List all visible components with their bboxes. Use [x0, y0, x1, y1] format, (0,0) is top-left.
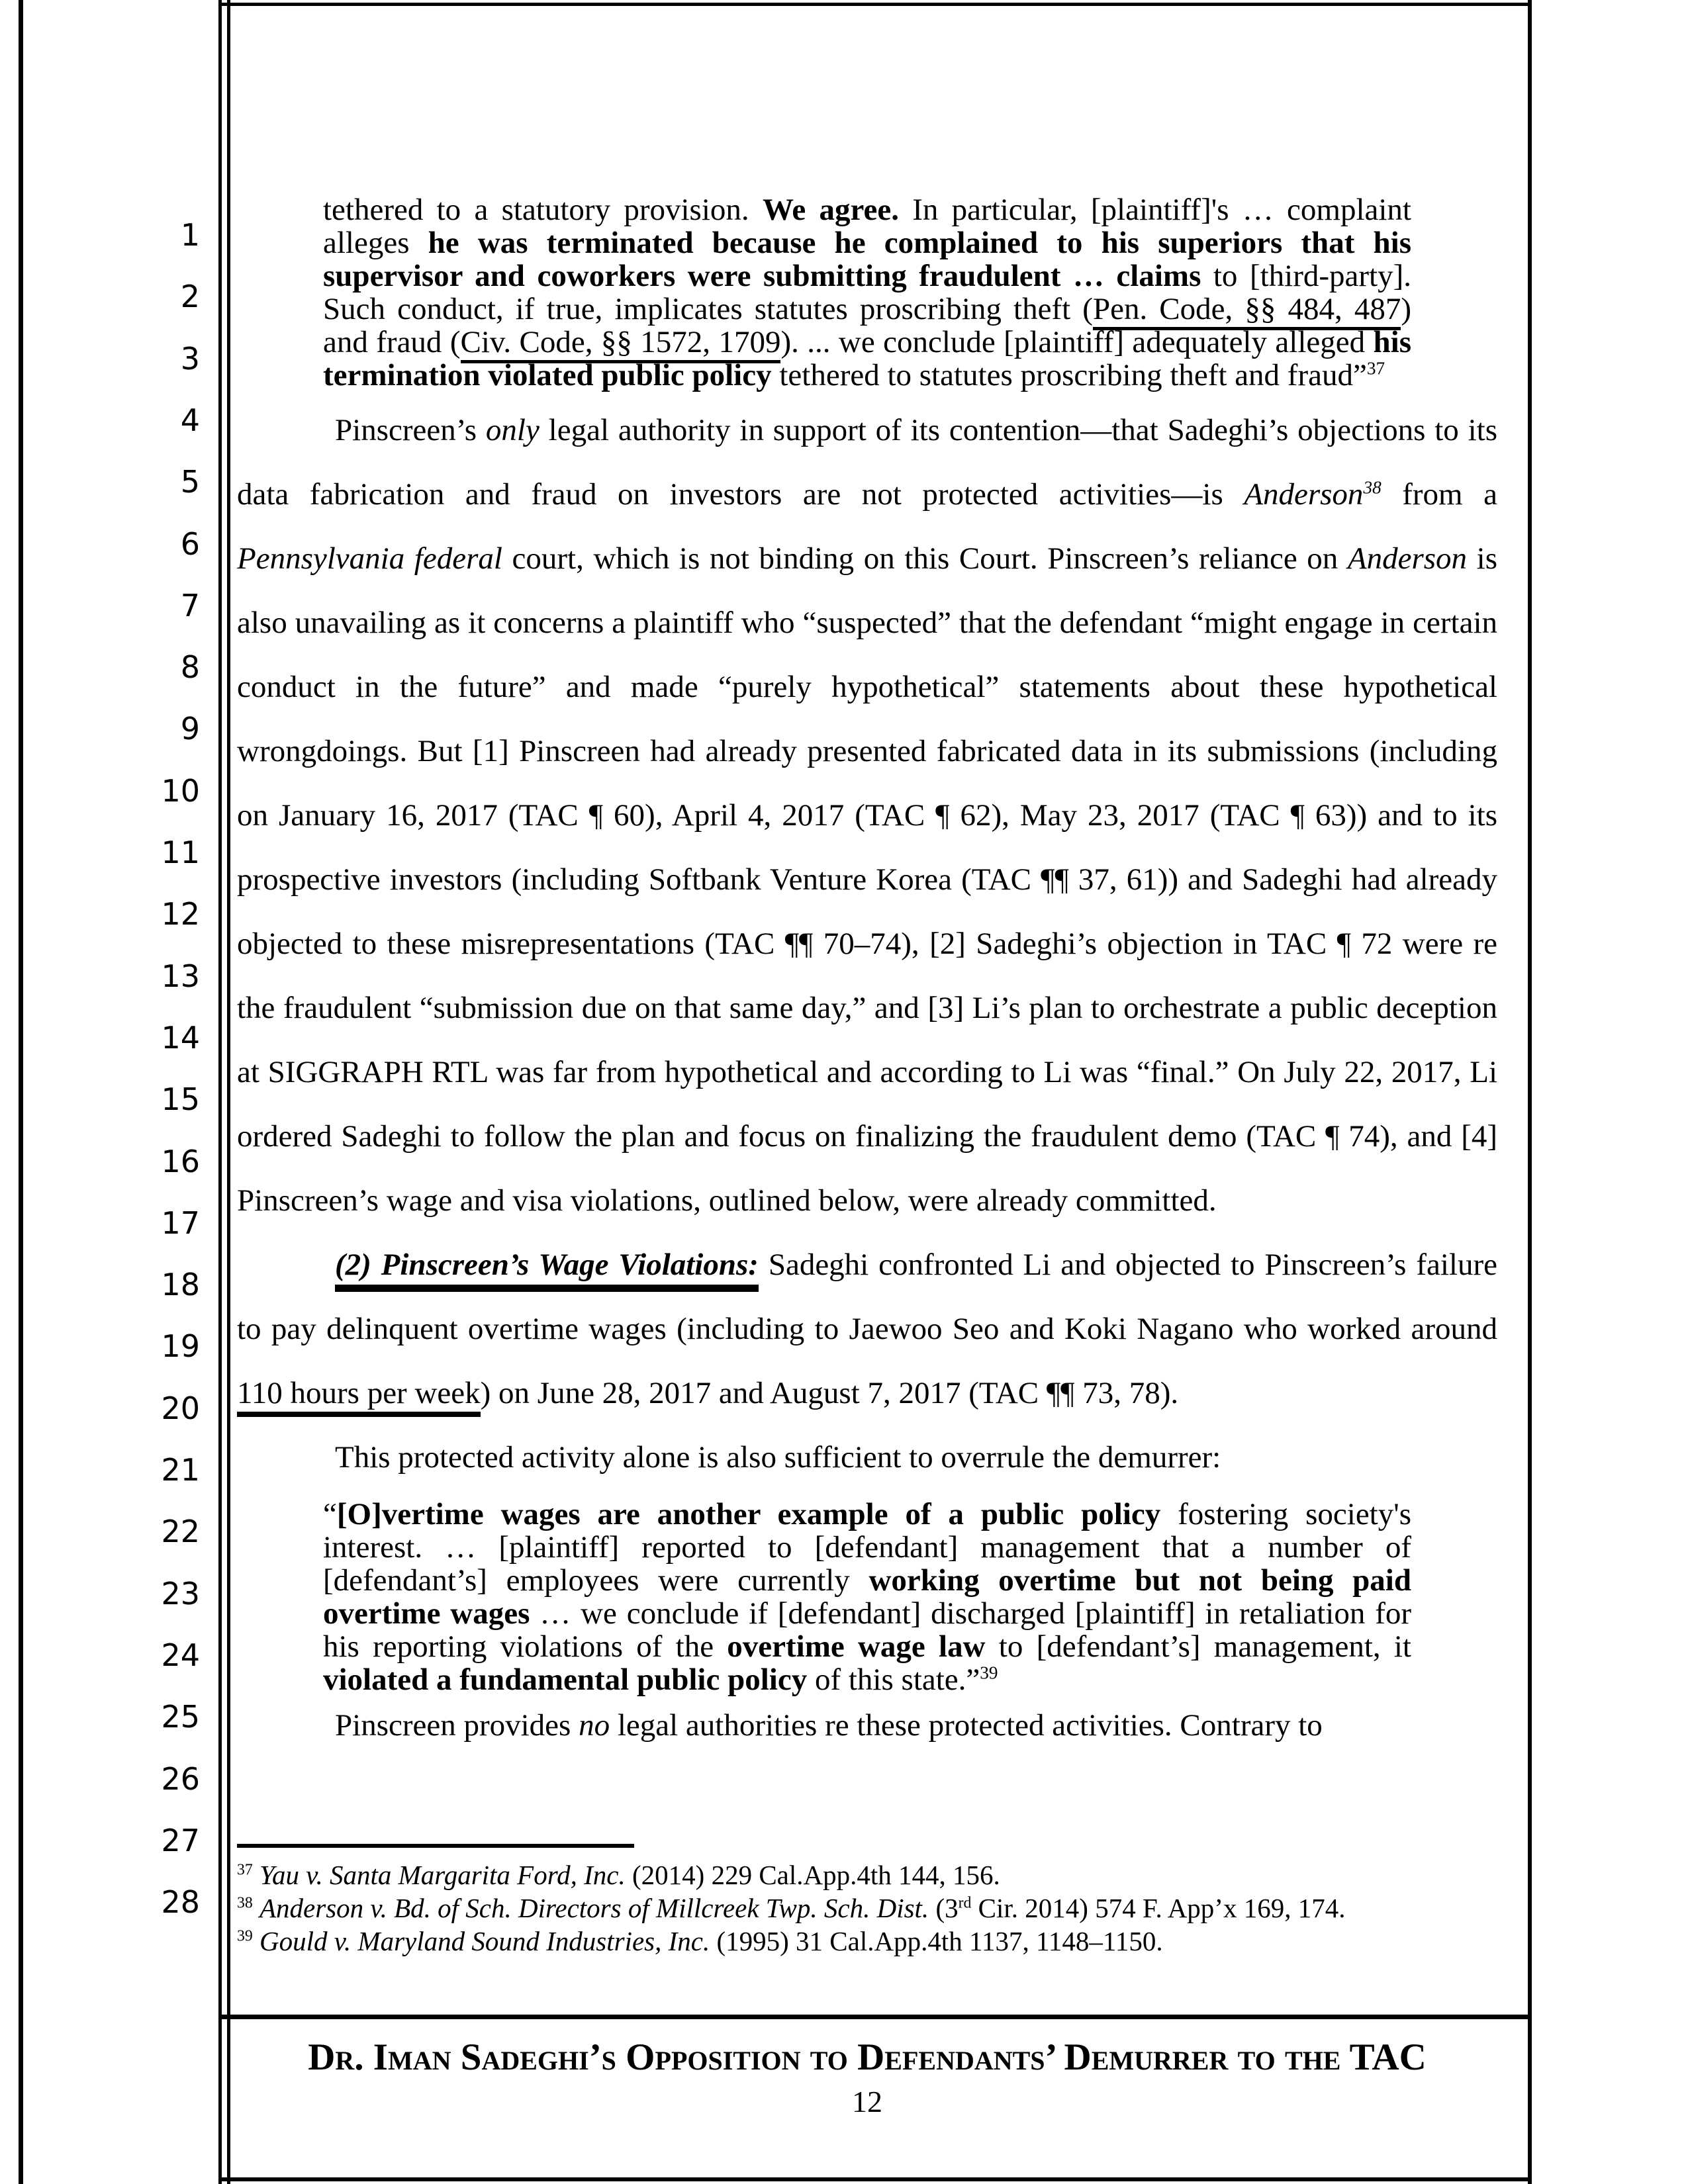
line-number: 14 [161, 1019, 200, 1056]
text-run: ). ... we conclude [plaintiff] adequately alleged [780, 325, 1374, 359]
paragraph-no-authorities [237, 1706, 1497, 1745]
text-run: 110 hours per week [237, 1376, 481, 1417]
text-run: from a [1381, 477, 1497, 512]
line-number: 3 [180, 340, 200, 377]
footnote-marker: 37 [237, 1861, 253, 1879]
text-run: legal authorities re these protected activities. Contrary to [610, 1708, 1323, 1743]
line-number: 10 [161, 772, 200, 809]
footnote-38 [237, 1891, 1497, 1925]
line-number: 6 [180, 525, 200, 562]
line-number: 5 [180, 464, 200, 500]
line-number: 1 [180, 217, 200, 253]
line-number: 15 [161, 1081, 200, 1118]
text-run: court, which is not binding on this Court. Pinscreen’s reliance on [502, 541, 1348, 576]
text-run: of this state.” [807, 1662, 980, 1697]
line-number: 21 [161, 1452, 200, 1488]
line-number: 27 [161, 1822, 200, 1858]
text-run: to [third-party]. Such conduct, if true, implicates statutes proscribing theft ( [323, 259, 1411, 326]
text-run: Pen. Code, §§ 484, 487 [1093, 292, 1401, 330]
bottom-border-line [218, 2177, 1532, 2181]
text-run: working overtime but not being paid overtime wages [323, 1563, 1411, 1631]
text-run: 39 [980, 1662, 998, 1683]
text-run: he was terminated because he complained to his superiors that his supervisor and coworkers were submitting fraudulent … claims [323, 226, 1411, 293]
footnote-citation: (2014) 229 Cal.App.4th 144, 156. [625, 1860, 1000, 1890]
text-run: [O]vertime wages are another example of a public policy [336, 1497, 1161, 1531]
footer-separator-line [218, 2015, 1532, 2019]
footnote-citation: (3 [929, 1893, 959, 1923]
line-number: 13 [161, 958, 200, 994]
line-number: 9 [180, 711, 200, 747]
line-number: 16 [161, 1143, 200, 1179]
line-number: 2 [180, 279, 200, 315]
right-margin-line [1528, 0, 1532, 2184]
footnote-citation: (1995) 31 Cal.App.4th 1137, 1148–1150. [710, 1926, 1163, 1956]
line-number: 4 [180, 402, 200, 438]
footnote-spacer [253, 1893, 259, 1923]
block-quote-overtime-wages [323, 1498, 1411, 1696]
text-run: … we conclude if [defendant] discharged [plaintiff] in retaliation for his reporting violations of the [323, 1596, 1412, 1664]
footnote-case-name: Gould v. Maryland Sound Industries, Inc. [259, 1926, 710, 1956]
paragraph-protected-activity [237, 1426, 1497, 1490]
footnote-marker: 39 [237, 1927, 253, 1945]
line-number: 18 [161, 1267, 200, 1303]
text-run: violated a fundamental public policy [323, 1662, 808, 1697]
text-run: Sadeghi confronted Li and objected to Pinscreen’s failure to pay delinquent overtime wages (including to Jaewoo Seo and Koki Nagano who worked around [237, 1248, 1497, 1346]
line-number: 11 [161, 835, 200, 870]
line-number: 19 [161, 1328, 200, 1365]
text-run: 38 [1363, 477, 1382, 498]
line-number: 25 [161, 1699, 200, 1735]
footnotes-section [237, 1844, 1497, 1958]
text-run: legal authority in support of its contention—that Sadeghi’s objections to its data fabrication and fraud on investors are not protected activities—is [237, 413, 1498, 512]
footnote-separator-line [237, 1844, 634, 1848]
footnote-marker: 38 [237, 1894, 253, 1912]
paragraph-anderson-argument [237, 398, 1497, 1233]
paragraph-wage-violations-heading [237, 1233, 1497, 1426]
text-run: “ [323, 1497, 337, 1531]
text-run: no [579, 1708, 610, 1743]
pleading-double-line-outer [218, 0, 222, 2184]
block-quote-termination-public-policy [323, 193, 1411, 392]
footer-title: Dr. Iman Sadeghi’s Opposition to Defendants’ Demurrer to the TAC [308, 2036, 1427, 2078]
document-body [237, 193, 1497, 1745]
line-number: 22 [161, 1514, 200, 1550]
line-number: 8 [180, 649, 200, 686]
page-number: 12 [852, 2085, 882, 2118]
text-run: his termination violated public policy [323, 325, 1411, 392]
footnote-ordinal: rd [958, 1894, 972, 1912]
line-number: 12 [161, 896, 200, 933]
footnote-spacer [253, 1926, 259, 1956]
text-run: fostering society's interest. … [plaintiff] reported to [defendant] management that a number of [defendant’s] employees were currently [323, 1497, 1411, 1598]
footnote-39 [237, 1925, 1497, 1958]
text-run: 37 [1366, 358, 1385, 379]
line-number: 24 [161, 1637, 200, 1673]
text-run: Pennsylvania federal [237, 541, 502, 576]
text-run: tethered to statutes proscribing theft and fraud” [771, 358, 1367, 392]
text-run: tethered to a statutory provision. [323, 193, 763, 227]
text-run: is also unavailing as it concerns a plaintiff who “suspected” that the defendant “might engage in certain conduct in the future” and made “purely hypothetical” statements about these hypothetical wrongdoings. But [1] Pinscreen had already presented fabricated data in its submissions (including on January 16, 2017 (TAC ¶ 60), April 4, 2017 (TAC ¶ 62), May 23, 2017 (TAC ¶ 63)) and to its prospective investors (including Softbank Venture Korea (TAC ¶¶ 37, 61)) and Sadeghi had already objected to these misrepresentations (TAC ¶¶ 70–74), [2] Sadeghi’s objection in TAC ¶ 72 were re the fraudulent “submission due on that same day,” and [3] Li’s plan to orchestrate a public deception at SIGGRAPH RTL was far from hypothetical and according to Li was “final.” On July 22, 2017, Li ordered Sadeghi to follow the plan and focus on finalizing the fraudulent demo (TAC ¶ 74), and [4] Pinscreen’s wage and visa violations, outlined below, were already committed. [237, 541, 1497, 1218]
pleading-double-line-inner [227, 0, 230, 2184]
text-run: Civ. Code, §§ 1572, 1709 [461, 325, 781, 363]
footnote-case-name: Anderson v. Bd. of Sch. Directors of Millcreek Twp. Sch. Dist. [259, 1893, 929, 1923]
footnote-37 [237, 1858, 1497, 1891]
footnote-citation-tail: Cir. 2014) 574 F. App’x 169, 174. [971, 1893, 1346, 1923]
footnote-case-name: Yau v. Santa Margarita Ford, Inc. [259, 1860, 626, 1890]
text-run: (2) Pinscreen’s Wage Violations: [335, 1248, 759, 1292]
text-run: Anderson [1347, 541, 1468, 576]
text-run: ) and fraud ( [323, 292, 1411, 359]
line-number: 26 [161, 1760, 200, 1797]
top-border-line [218, 3, 1532, 6]
line-number: 17 [161, 1205, 200, 1241]
line-number: 28 [161, 1884, 200, 1921]
text-run: only [485, 413, 539, 447]
text-run: Pinscreen provides [335, 1708, 579, 1743]
text-run: overtime wage law [727, 1629, 986, 1664]
text-run: Anderson [1244, 477, 1364, 512]
line-number: 20 [161, 1390, 200, 1426]
text-run: Pinscreen’s [335, 413, 486, 447]
text-run: to [defendant’s] management, it [985, 1629, 1411, 1664]
footnote-spacer [253, 1860, 259, 1890]
text-run: We agree. [762, 193, 899, 227]
text-run: In particular, [plaintiff]'s … complaint alleges [323, 193, 1411, 260]
text-run: ) on June 28, 2017 and August 7, 2017 (TAC ¶¶ 73, 78). [480, 1376, 1179, 1410]
text-run: This protected activity alone is also sufficient to overrule the demurrer: [335, 1440, 1221, 1475]
page-edge-scan-line [19, 0, 23, 2184]
line-number: 23 [161, 1575, 200, 1612]
line-number: 7 [180, 587, 200, 623]
